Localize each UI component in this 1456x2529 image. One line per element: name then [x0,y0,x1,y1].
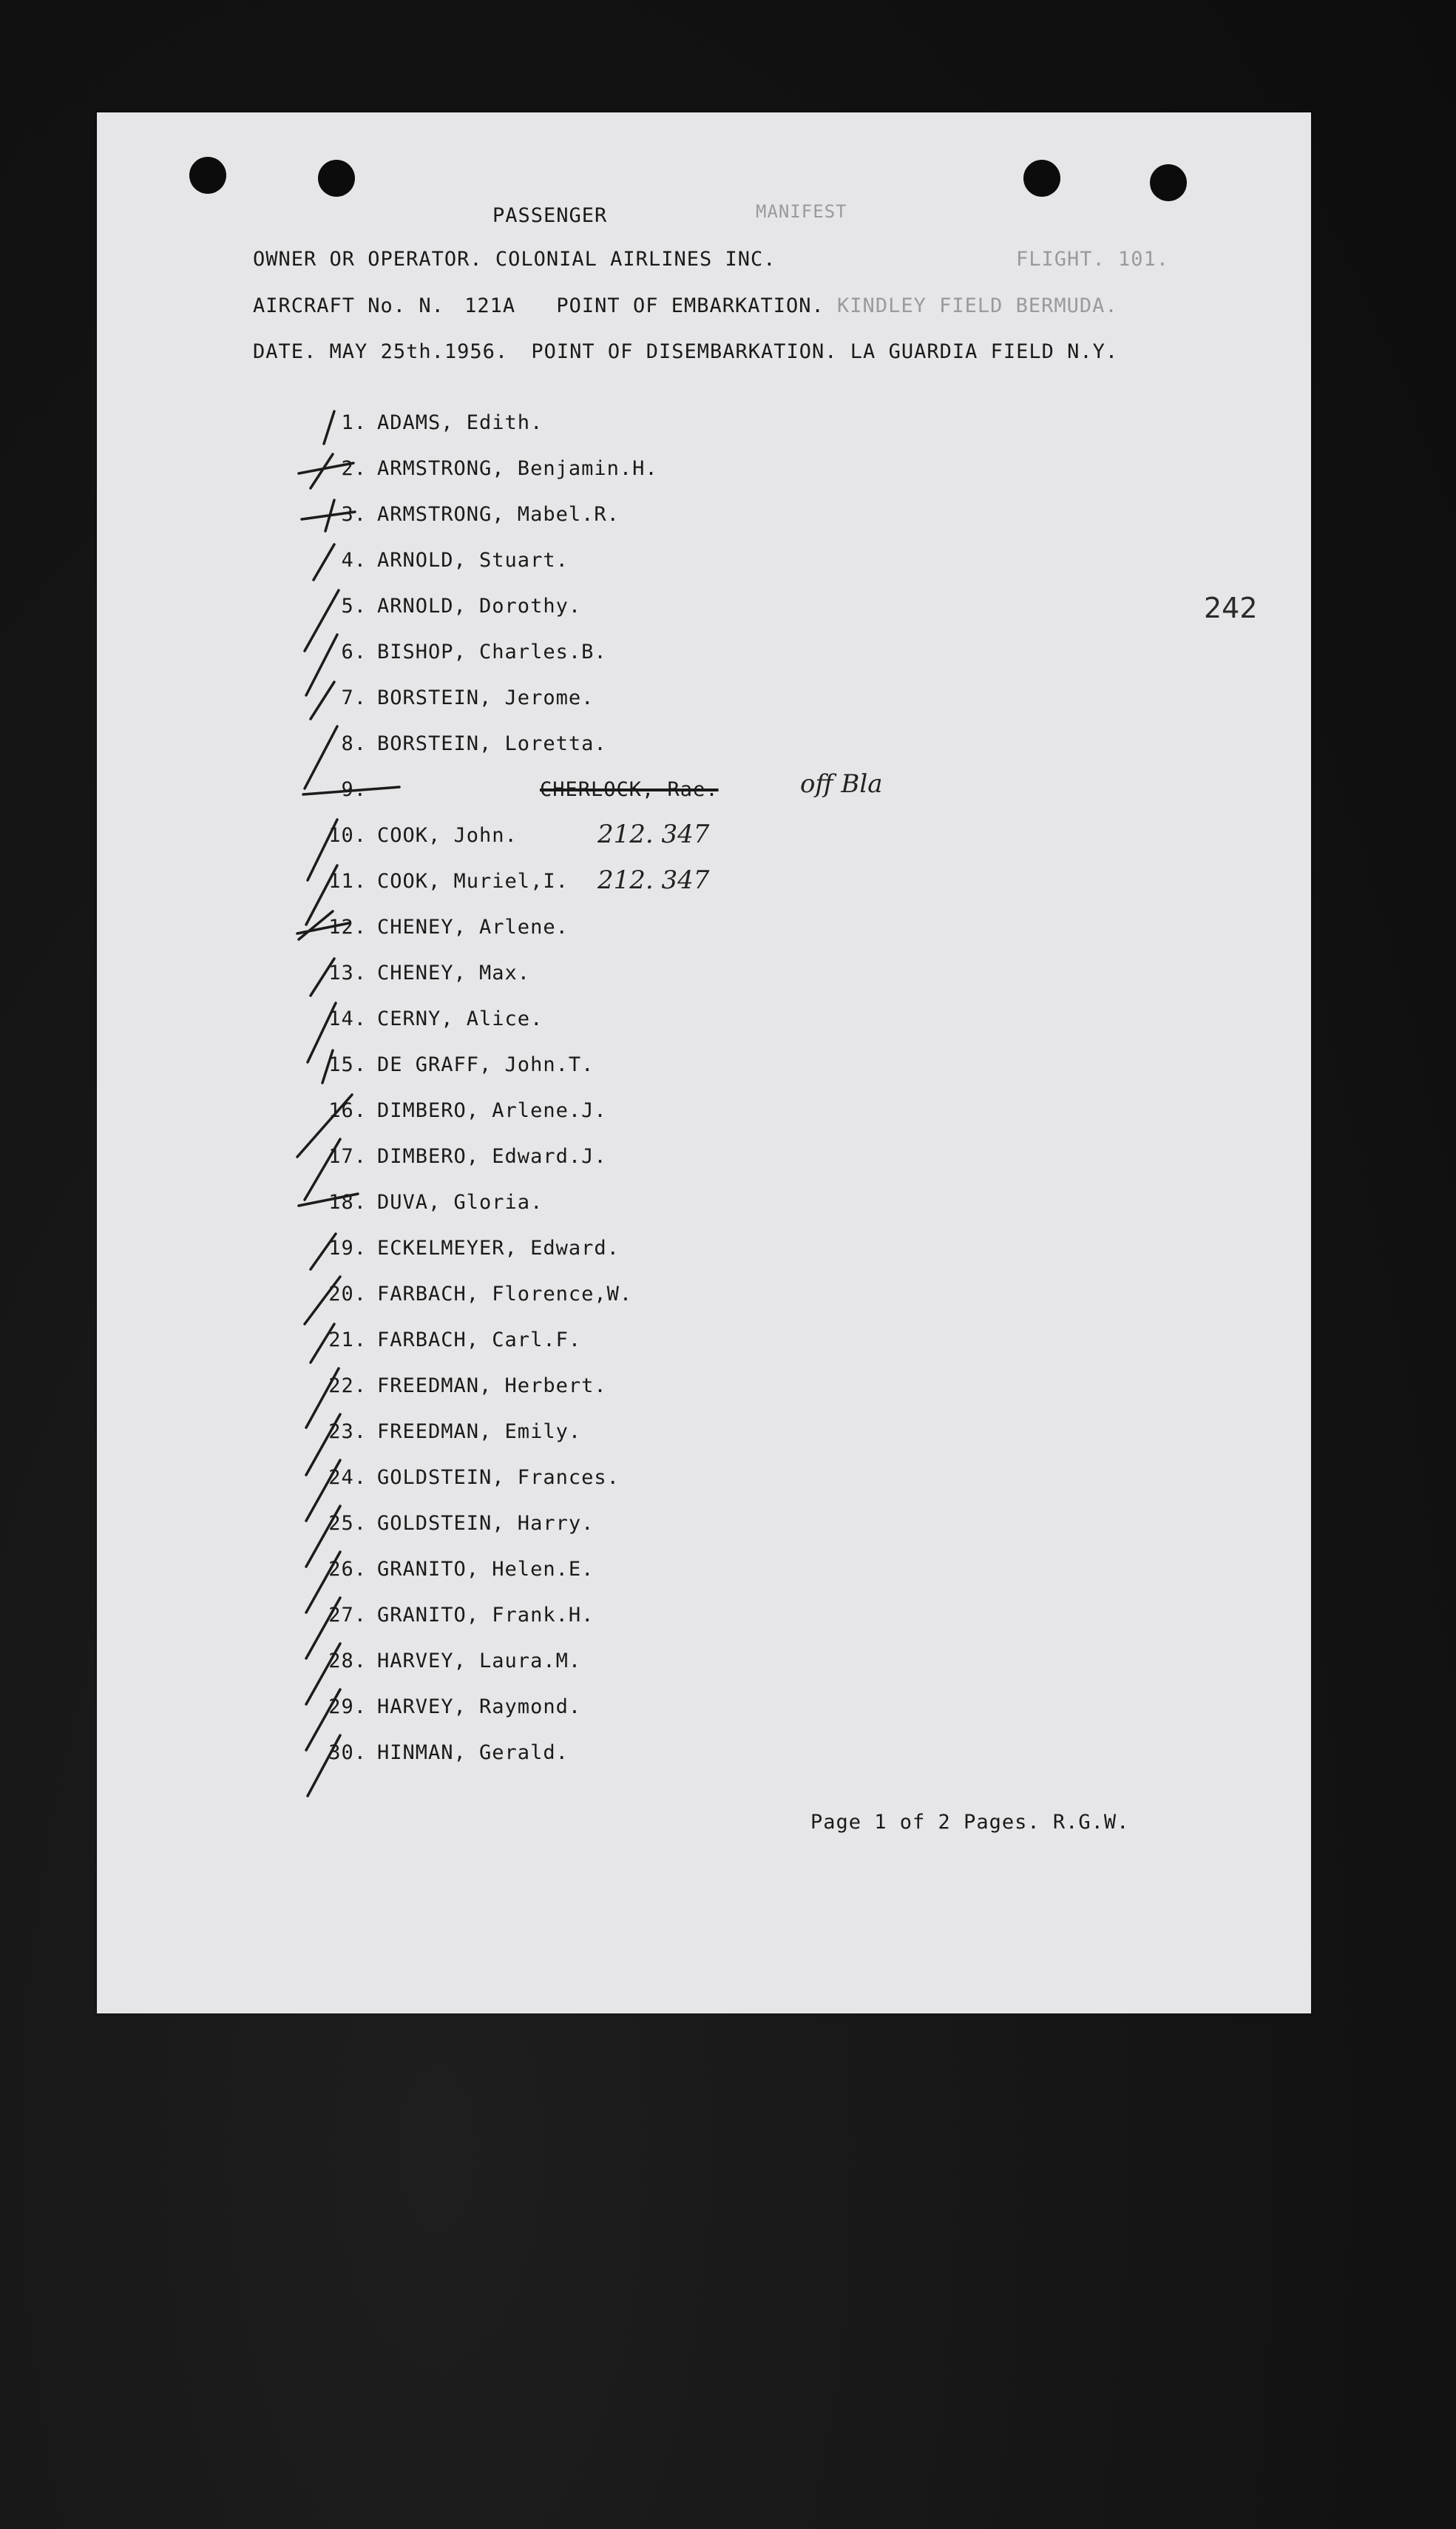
disembark-label: POINT OF DISEMBARKATION. [531,340,838,363]
passenger-row: 23. FREEDMAN, Emily. [328,1420,582,1443]
handwritten-note-off-bla: off Bla [800,769,883,799]
manifest-title-faded: MANIFEST [756,201,847,222]
passenger-row: 10. COOK, John. [328,824,518,847]
passenger-row: 27. GRANITO, Frank.H. [328,1604,595,1627]
passenger-row: 24. GOLDSTEIN, Frances. [328,1466,620,1489]
aircraft-label: AIRCRAFT No. N. [253,294,444,317]
passenger-row: 30. HINMAN, Gerald. [328,1741,569,1764]
passenger-row: 19. ECKELMEYER, Edward. [328,1237,620,1260]
embark-value: KINDLEY FIELD BERMUDA. [837,294,1118,317]
date-label: DATE. [253,340,317,363]
passenger-row: 29. HARVEY, Raymond. [328,1695,582,1718]
passenger-row: 9. CHERLOCK, Rae. [341,778,719,801]
passenger-row: 18. DUVA, Gloria. [328,1191,544,1214]
passenger-row: 13. CHENEY, Max. [328,962,531,985]
passenger-row: 12. CHENEY, Arlene. [328,916,569,939]
punch-hole [1023,160,1060,197]
date-value: MAY 25th.1956. [329,340,509,363]
passenger-row: 1. ADAMS, Edith. [341,411,544,434]
owner-line [253,248,776,271]
punch-hole [1150,164,1187,201]
page-footer: Page 1 of 2 Pages. R.G.W. [810,1811,1130,1834]
passenger-row: 20. FARBACH, Florence,W. [328,1283,633,1306]
embark-label: POINT OF EMBARKATION. [556,294,824,317]
manifest-page [97,112,1311,2013]
handwritten-note-cook-muriel: 212. 347 [597,865,710,895]
punch-hole [318,160,355,197]
handwritten-note-cook-john: 212. 347 [597,820,710,849]
aircraft-value: 121A [464,294,516,317]
punch-hole [189,157,226,194]
title-passenger: PASSENGER [492,204,608,227]
passenger-row: 4. ARNOLD, Stuart. [341,549,569,572]
passenger-row: 8. BORSTEIN, Loretta. [341,732,607,755]
manifest-title [492,204,607,227]
passenger-row: 11. COOK, Muriel,I. [328,870,569,893]
passenger-row: 2. ARMSTRONG, Benjamin.H. [341,457,658,480]
owner-label: OWNER OR OPERATOR. [253,248,483,271]
passenger-row: 28. HARVEY, Laura.M. [328,1650,582,1672]
passenger-row: 15. DE GRAFF, John.T. [328,1053,595,1076]
passenger-row: 5. ARNOLD, Dorothy. [341,595,582,618]
passenger-row: 26. GRANITO, Helen.E. [328,1558,595,1581]
passenger-row: 25. GOLDSTEIN, Harry. [328,1512,595,1535]
owner-value: COLONIAL AIRLINES INC. [495,248,776,271]
passenger-row: 17. DIMBERO, Edward.J. [328,1145,607,1168]
passenger-row: 6. BISHOP, Charles.B. [341,641,607,664]
disembark-value: LA GUARDIA FIELD N.Y. [850,340,1119,363]
handwritten-page-number: 242 [1204,592,1258,624]
flight-faded: FLIGHT. 101. [1016,248,1170,271]
passenger-row: 21. FARBACH, Carl.F. [328,1328,582,1351]
passenger-row: 14. CERNY, Alice. [328,1007,544,1030]
passenger-row: 3. ARMSTRONG, Mabel.R. [341,503,620,526]
aircraft-line [253,294,1118,317]
date-line [253,340,1118,363]
passenger-row: 7. BORSTEIN, Jerome. [341,686,595,709]
passenger-row: 16. DIMBERO, Arlene.J. [328,1099,607,1122]
passenger-row: 22. FREEDMAN, Herbert. [328,1374,607,1397]
